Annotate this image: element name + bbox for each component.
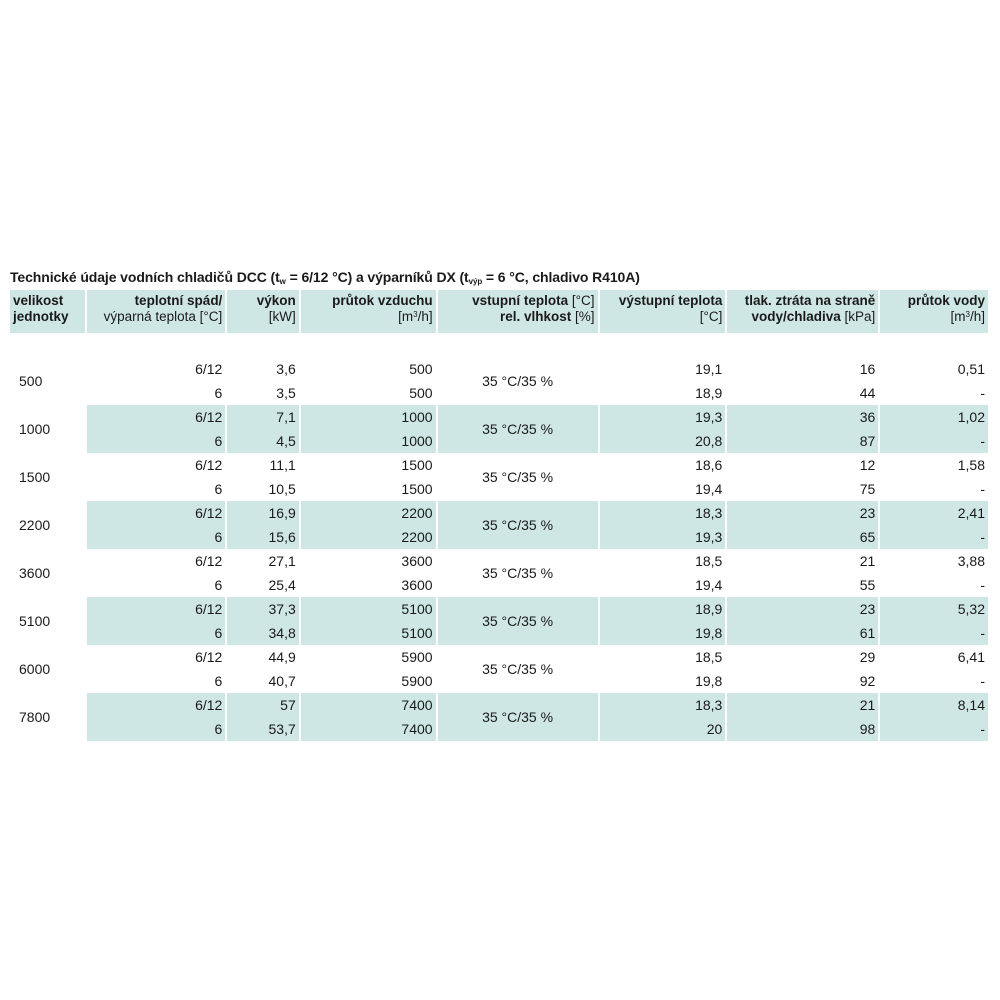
header-temp: [87, 290, 225, 333]
cell-power: 11,1: [269, 457, 296, 473]
cell-temp: 6: [87, 717, 225, 741]
table-title: [10, 264, 988, 290]
cell-temp: 6/12: [87, 501, 225, 525]
header-inlet-line2: rel. vlhkost [%]: [500, 309, 595, 324]
cell-pressure: 36: [727, 405, 878, 429]
cell-power: 53,7: [227, 717, 298, 741]
header-pressure-line2: vody/chladiva [kPa]: [751, 309, 876, 324]
title-part-2: = 6/12 °C) a výparníků DX (t: [285, 269, 469, 285]
cell-size: 500: [19, 373, 43, 389]
header-outlet-line1: výstupní teplota: [618, 293, 723, 308]
cell-pressure: 44: [859, 385, 876, 401]
header-waterflow: [880, 290, 988, 333]
cell-airflow: 5100: [301, 597, 436, 621]
cell-temp: 6/12: [195, 457, 223, 473]
cell-airflow: 1500: [401, 457, 433, 473]
cell-waterflow: 3,88: [957, 553, 985, 569]
cell-waterflow: -: [980, 577, 985, 593]
header-temp-line1: teplotní spád/: [134, 293, 223, 308]
cell-outlet: 19,4: [695, 577, 723, 593]
cell-pressure: 87: [727, 429, 878, 453]
header-waterflow-line1: průtok vody: [907, 293, 985, 308]
header-airflow: [301, 290, 436, 333]
header-size: [10, 290, 85, 333]
cell-inlet: 35 °C/35 %: [438, 405, 598, 453]
table-row: [10, 501, 988, 525]
table-row: [10, 693, 988, 717]
cell-airflow: 5900: [401, 649, 433, 665]
cell-waterflow: 2,41: [880, 501, 988, 525]
cell-temp: 6: [87, 429, 225, 453]
cell-outlet: 18,5: [695, 553, 723, 569]
cell-power: 34,8: [227, 621, 298, 645]
header-temp-line2: výparná teplota [°C]: [103, 309, 223, 324]
cell-waterflow: 0,51: [957, 361, 985, 377]
cell-waterflow: -: [980, 673, 985, 689]
spec-table: [8, 290, 990, 741]
cell-waterflow: -: [880, 525, 988, 549]
cell-power: 27,1: [268, 553, 296, 569]
cell-waterflow: 6,41: [957, 649, 985, 665]
cell-airflow: 5900: [401, 673, 433, 689]
table-row: [10, 405, 988, 429]
cell-temp: 6/12: [195, 361, 223, 377]
cell-outlet: 19,1: [695, 361, 723, 377]
cell-temp: 6: [214, 481, 223, 497]
cell-waterflow: -: [880, 429, 988, 453]
cell-power: 4,5: [227, 429, 298, 453]
cell-temp: 6: [214, 385, 223, 401]
cell-airflow: 7400: [301, 717, 436, 741]
cell-pressure: 61: [727, 621, 878, 645]
cell-temp: 6: [87, 621, 225, 645]
cell-size: 6000: [19, 661, 51, 677]
cell-pressure: 16: [859, 361, 876, 377]
header-size-line1: velikost: [13, 293, 64, 308]
cell-outlet: 19,8: [695, 673, 723, 689]
cell-waterflow: 1,58: [957, 457, 985, 473]
cell-size: 7800: [19, 709, 51, 725]
header-pressure-line1: tlak. ztráta na straně: [744, 293, 876, 308]
table-row: [10, 453, 988, 477]
cell-inlet: 35 °C/35 %: [438, 693, 598, 741]
table-row: [10, 645, 988, 669]
cell-inlet: 35 °C/35 %: [482, 565, 554, 581]
header-waterflow-unit: $[m^3/h]$: [950, 309, 985, 324]
cell-airflow: 1000: [301, 405, 436, 429]
cell-size: 1000: [19, 421, 51, 437]
cell-power: 57: [227, 693, 298, 717]
cell-airflow: 5100: [301, 621, 436, 645]
cell-inlet: 35 °C/35 %: [438, 597, 598, 645]
cell-outlet: 18,3: [600, 693, 726, 717]
cell-temp: 6: [214, 577, 223, 593]
header-power-line1: výkon: [256, 293, 296, 308]
cell-pressure: 21: [859, 553, 876, 569]
table-row: [10, 597, 988, 621]
cell-power: 44,9: [268, 649, 296, 665]
cell-waterflow: -: [980, 481, 985, 497]
cell-airflow: 500: [409, 385, 433, 401]
cell-power: 37,3: [227, 597, 298, 621]
title-subscript-vyp: výp: [468, 277, 483, 286]
title-part-1: Technické údaje vodních chladičů DCC (t: [10, 269, 280, 285]
cell-waterflow: 8,14: [880, 693, 988, 717]
cell-pressure: 23: [727, 597, 878, 621]
cell-airflow: 500: [409, 361, 433, 377]
cell-temp: 6: [214, 673, 223, 689]
cell-pressure: 92: [859, 673, 876, 689]
cell-size: 2200: [19, 517, 51, 533]
cell-power: 7,1: [227, 405, 298, 429]
header-power-line2: [kW]: [268, 309, 296, 324]
cell-waterflow: 1,02: [880, 405, 988, 429]
spec-document: [10, 264, 988, 741]
header-row: [10, 290, 988, 333]
header-power: [227, 290, 298, 333]
title-part-3: = 6 °C, chladivo R410A): [482, 269, 640, 285]
cell-pressure: 65: [727, 525, 878, 549]
cell-temp: 6/12: [87, 597, 225, 621]
cell-inlet: 35 °C/35 %: [438, 501, 598, 549]
cell-waterflow: 5,32: [880, 597, 988, 621]
cell-power: 3,5: [276, 385, 296, 401]
cell-temp: 6/12: [195, 553, 223, 569]
cell-outlet: 18,9: [600, 597, 726, 621]
cell-airflow: 1000: [301, 429, 436, 453]
cell-power: 3,6: [276, 361, 296, 377]
cell-waterflow: -: [880, 621, 988, 645]
cell-pressure: 23: [727, 501, 878, 525]
cell-outlet: 19,3: [600, 525, 726, 549]
cell-temp: 6: [87, 525, 225, 549]
header-inlet-line1: vstupní teplota [°C]: [472, 293, 595, 308]
cell-size: 3600: [19, 565, 51, 581]
cell-airflow: 2200: [301, 501, 436, 525]
cell-size: 1500: [19, 469, 51, 485]
cell-waterflow: -: [980, 385, 985, 401]
cell-airflow: 7400: [301, 693, 436, 717]
cell-outlet: 20,8: [600, 429, 726, 453]
cell-pressure: 75: [859, 481, 876, 497]
cell-airflow: 2200: [301, 525, 436, 549]
cell-outlet: 18,9: [695, 385, 723, 401]
cell-power: 10,5: [268, 481, 296, 497]
cell-outlet: 20: [600, 717, 726, 741]
table-row: [10, 549, 988, 573]
cell-temp: 6/12: [195, 649, 223, 665]
cell-outlet: 19,4: [695, 481, 723, 497]
cell-power: 16,9: [227, 501, 298, 525]
cell-pressure: 21: [727, 693, 878, 717]
cell-power: 25,4: [268, 577, 296, 593]
cell-pressure: 98: [727, 717, 878, 741]
header-outlet: [600, 290, 726, 333]
header-outlet-line2: [°C]: [699, 309, 723, 324]
cell-outlet: 18,6: [695, 457, 723, 473]
header-airflow-unit: $[m^3/h]$: [398, 309, 433, 324]
table-row: [10, 357, 988, 381]
header-inlet: [438, 290, 598, 333]
cell-airflow: 3600: [401, 553, 433, 569]
cell-outlet: 19,8: [600, 621, 726, 645]
header-pressure: [727, 290, 878, 333]
cell-temp: 6/12: [87, 693, 225, 717]
cell-size: 5100: [19, 613, 51, 629]
cell-waterflow: -: [880, 717, 988, 741]
header-size-line2: jednotky: [13, 309, 69, 324]
cell-temp: 6/12: [87, 405, 225, 429]
cell-inlet: 35 °C/35 %: [482, 661, 554, 677]
table-body: [10, 357, 988, 741]
cell-airflow: 1500: [401, 481, 433, 497]
cell-outlet: 18,5: [695, 649, 723, 665]
cell-pressure: 29: [859, 649, 876, 665]
cell-airflow: 3600: [401, 577, 433, 593]
cell-pressure: 12: [859, 457, 876, 473]
cell-power: 15,6: [227, 525, 298, 549]
title-subscript-w: w: [279, 277, 286, 286]
header-airflow-line1: průtok vzduchu: [332, 293, 433, 308]
cell-inlet: 35 °C/35 %: [482, 373, 554, 389]
cell-pressure: 55: [859, 577, 876, 593]
cell-inlet: 35 °C/35 %: [482, 469, 554, 485]
cell-power: 40,7: [268, 673, 296, 689]
cell-outlet: 19,3: [600, 405, 726, 429]
cell-outlet: 18,3: [600, 501, 726, 525]
